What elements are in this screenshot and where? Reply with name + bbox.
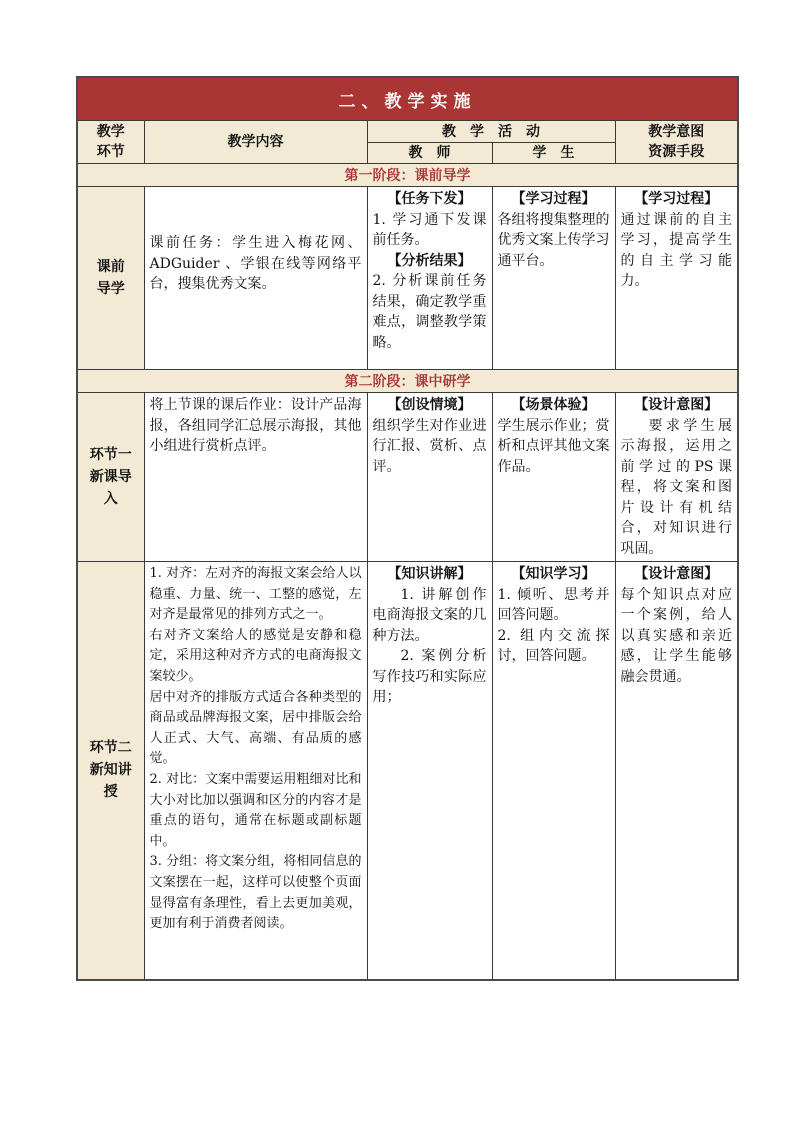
teacher-cell (367, 187, 492, 370)
table-row (77, 393, 738, 562)
teacher-tag: 【知识讲解】 (387, 566, 472, 582)
intent-cell (615, 393, 738, 562)
teaching-implementation-table (76, 76, 739, 981)
intent-cell (615, 562, 738, 980)
segment-name: 环节二 新知讲 授 (77, 562, 144, 980)
teacher-cell (367, 393, 492, 562)
teacher-tag: 【分析结果】 (387, 252, 472, 269)
student-text: 2. 组内交流探讨，回答问题。 (497, 627, 610, 664)
content-paragraph: 3. 分组：将文案分组，将相同信息的文案摆在一起，这样可以使整个页面显得富有条理性，看上去更加美观，更加有利于消费者阅读。 (149, 854, 362, 932)
intent-cell (615, 187, 738, 370)
teacher-text: 2. 案例分析写作技巧和实际应用； (372, 648, 487, 705)
header-intent: 教学意图 资源手段 (615, 121, 738, 164)
student-text: 学生展示作业；赏析和点评其他文案作品。 (497, 417, 610, 475)
table-row (77, 187, 738, 370)
teacher-tag: 【创设情境】 (387, 397, 472, 413)
header-segment: 教学 环节 (77, 121, 144, 164)
student-tag: 【知识学习】 (511, 566, 596, 582)
table-row (77, 562, 738, 980)
content-paragraph: 居中对齐的排版方式适合各种类型的商品或品牌海报文案，居中排版会给人正式、大气、高端、有品质的感觉。 (149, 689, 362, 767)
intent-tag: 【设计意图】 (634, 397, 719, 413)
student-tag: 【学习过程】 (511, 191, 596, 207)
content-paragraph: 右对齐文案给人的感觉是安静和稳定，采用这种对齐方式的电商海报文案较少。 (149, 627, 362, 684)
student-cell (492, 562, 615, 980)
intent-text: 通过课前的自主学习，提高学生的自主学习能力。 (620, 211, 732, 289)
content-cell: 将上节课的课后作业：设计产品海报，各组同学汇总展示海报，其他小组进行赏析点评。 (144, 393, 367, 562)
student-text: 1. 倾听、思考并回答问题。 (497, 586, 610, 623)
intent-tag: 【设计意图】 (634, 566, 719, 582)
lesson-plan-page (76, 76, 737, 981)
stage-one-label: 第一阶段：课前导学 (77, 164, 738, 187)
intent-tag: 【学习过程】 (634, 191, 719, 207)
header-activity: 教 学 活 动 (367, 121, 615, 143)
stage-two-label: 第二阶段：课中研学 (77, 370, 738, 393)
content-cell (144, 562, 367, 980)
teacher-text: 2. 分析课前任务结果，确定教学重难点，调整教学策略。 (372, 273, 487, 351)
intent-text: 要求学生展示海报，运用之前学过的PS课程，将文案和图片设计有机结合，对知识进行巩固。 (620, 417, 732, 557)
teacher-text: 1. 讲解创作电商海报文案的几种方法。 (372, 586, 487, 644)
intent-text: 每个知识点对应一个案例，给人以真实感和亲近感，让学生能够融会贯通。 (620, 586, 732, 685)
student-cell (492, 187, 615, 370)
teacher-text: 组织学生对作业进行汇报、赏析、点评。 (372, 417, 487, 475)
student-cell (492, 393, 615, 562)
student-tag: 【场景体验】 (511, 397, 596, 413)
segment-name: 课前 导学 (77, 187, 144, 370)
content-paragraph: 1. 对齐：左对齐的海报文案会给人以稳重、力量、统一、工整的感觉，左对齐是最常见的排列方式之一。 (149, 566, 362, 623)
header-student: 学 生 (492, 143, 615, 164)
header-teacher: 教 师 (367, 143, 492, 164)
content-paragraph: 2. 对比：文案中需要运用粗细对比和大小对比加以强调和区分的内容才是重点的语句，通常在标题或副标题中。 (149, 771, 362, 849)
teacher-tag: 【任务下发】 (387, 191, 472, 207)
header-content: 教学内容 (144, 121, 367, 164)
teacher-text: 1. 学习通下发课前任务。 (372, 211, 487, 248)
content-cell: 课前任务：学生进入梅花网、ADGuider 、学银在线等网络平台，搜集优秀文案。 (144, 187, 367, 370)
table-title: 二、教学实施 (77, 77, 738, 121)
segment-name: 环节一 新课导 入 (77, 393, 144, 562)
teacher-cell (367, 562, 492, 980)
student-text: 各组将搜集整理的优秀文案上传学习通平台。 (497, 211, 610, 269)
